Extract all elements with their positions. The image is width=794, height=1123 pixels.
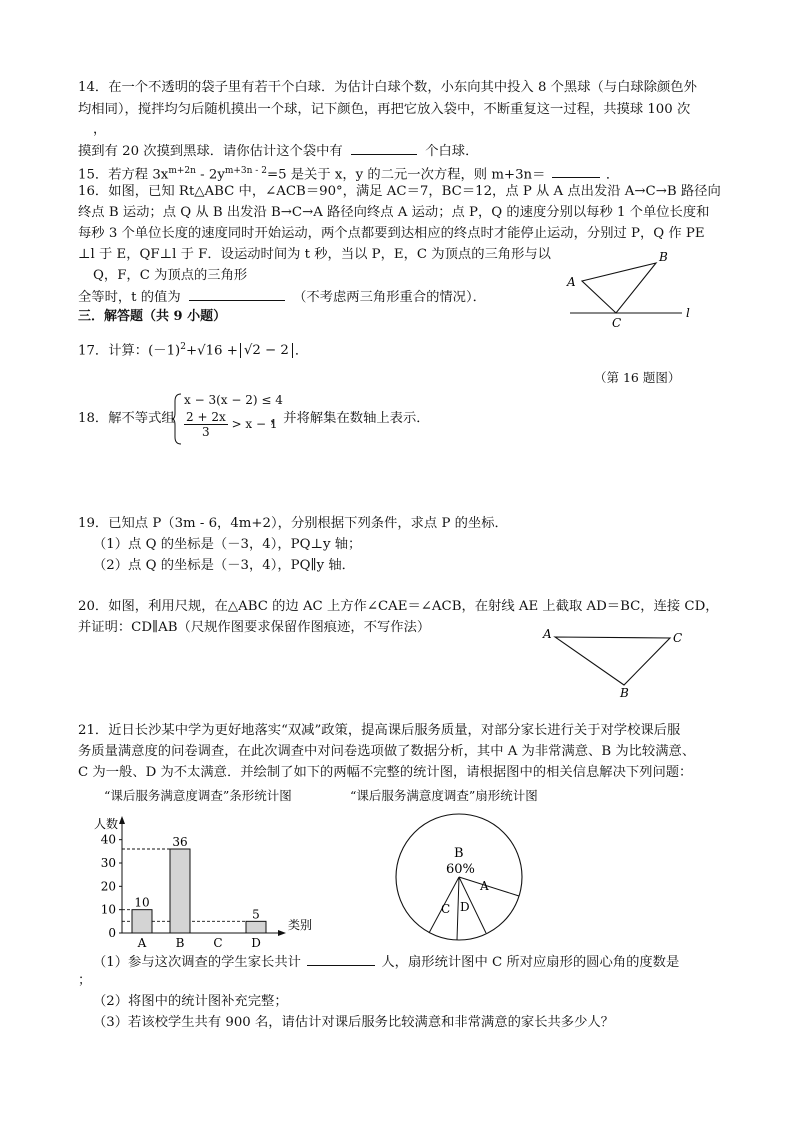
q20-line2: 并证明：CD∥AB（尺规作图要求保留作图痕迹，不写作法） xyxy=(78,620,431,635)
q20-line1: 20．如图，利用尺规，在△ABC 的边 AC 上方作∠CAE＝∠ACB，在射线 AE 上截取 AD＝BC，连接 CD， xyxy=(78,599,719,614)
q21-line3: C 为一般、D 为不太满意．并绘制了如下的两幅不完整的统计图，请根据图中的相关信息解决下列问题： xyxy=(78,765,693,780)
bar-category-B: B xyxy=(175,936,185,950)
q16-text-b: （不考虑两三角形重合的情况）． xyxy=(293,290,486,305)
q21-sub3: （3）若该校学生共有 900 名，请估计对课后服务比较满意和非常满意的家长共多少人？ xyxy=(93,1015,614,1030)
q16-line2: 终点 B 运动；点 Q 从 B 出发沿 B→C→A 路径向终点 A 运动；点 P，Q 的速度分别以每秒 1 个单位长度和 xyxy=(78,205,710,220)
bar-category-C: C xyxy=(213,936,223,950)
q19-line3: （2）点 Q 的坐标是（－3，4），PQ∥y 轴． xyxy=(93,558,355,573)
q18-ineq2-tail: > x − 1 xyxy=(231,417,278,431)
bar-y-tick-label: 30 xyxy=(100,856,116,870)
q20-figure xyxy=(540,625,700,705)
q14-line3: ， xyxy=(93,122,107,137)
bar-value-A: 10 xyxy=(134,895,150,910)
bar-chart xyxy=(80,808,350,948)
bar-y-axis-arrow xyxy=(119,816,125,824)
q16-line3: 每秒 3 个单位长度的速度同时开始运动，两个点都要到达相应的终点时才能停止运动，分别过 P，Q 作 PE xyxy=(78,226,705,241)
bar-D xyxy=(246,921,266,933)
q15-eq-mid: - 2y xyxy=(195,167,225,183)
q17-sup: 2 xyxy=(180,342,186,352)
q17-abs: √2 − 2 xyxy=(240,343,293,358)
bar-x-label: 类别 xyxy=(288,918,313,932)
q14-line1: 14．在一个不透明的袋子里有若干个白球．为估计白球个数，小东向其中投入 8 个黑球（与白球除颜色外 xyxy=(78,80,697,95)
bar-category-D: D xyxy=(251,936,261,950)
q21-sub1-a: （1）参与这次调查的学生家长共计 xyxy=(93,955,301,970)
section-3-heading: 三．解答题（共 9 小题） xyxy=(78,309,227,324)
pie-chart-title: “课后服务满意度调查”扇形统计图 xyxy=(350,788,538,803)
q15-text-c: ． xyxy=(605,167,620,183)
pie-label-d: D xyxy=(460,900,470,914)
q14-line2: 均相同），搅拌均匀后随机摸出一个球，记下颜色，再把它放入袋中，不断重复这一过程，共摸球 100 次 xyxy=(78,102,691,117)
q19-line2: （1）点 Q 的坐标是（－3，4），PQ⊥y 轴； xyxy=(93,537,362,552)
q15-text-a: 15．若方程 xyxy=(78,167,149,183)
pie-label-a: A xyxy=(480,879,489,893)
bar-y-tick-label: 10 xyxy=(100,902,116,917)
q21-sub1-b: 人，扇形统计图中 C 所对应扇形的圆心角的度数是 xyxy=(381,955,680,970)
q18-brace xyxy=(172,393,182,445)
q16-figure xyxy=(560,245,700,335)
q17-text-a: 17．计算： xyxy=(78,343,149,359)
bar-chart-title: “课后服务满意度调查”条形统计图 xyxy=(104,788,292,803)
q17-expr2: +√16 + xyxy=(185,343,238,359)
q16-line4: ⊥l 于 E，QF⊥l 于 F．设运动时间为 t 秒，当以 P，E，C 为顶点的三角形与以 xyxy=(78,247,551,262)
q15-exp1: m+2n xyxy=(168,166,196,176)
q21-sub1 xyxy=(93,951,679,973)
q17-expr1: (－1) xyxy=(148,343,181,359)
bar-y-label: 人数 xyxy=(94,817,119,831)
q16-triangle xyxy=(582,263,656,313)
q18-ineq2 xyxy=(184,410,278,439)
q16-line1: 16．如图，已知 Rt△ABC 中，∠ACB＝90°，满足 AC＝7，BC＝12，点 P 从 A 点出发沿 A→C→B 路径向 xyxy=(78,184,721,199)
q18-frac xyxy=(184,410,228,439)
bar-y-tick-label: 0 xyxy=(108,926,116,940)
pie-radius-1 xyxy=(459,877,519,896)
q16-answer-blank[interactable] xyxy=(189,286,285,301)
q16-label-a: A xyxy=(567,275,576,289)
bar-y-tick-label: 40 xyxy=(100,832,116,847)
q20-label-a: A xyxy=(543,627,552,641)
q15-eq-3x: 3x xyxy=(152,167,169,183)
bar-y-tick-label: 20 xyxy=(100,879,116,894)
q21-total-blank[interactable] xyxy=(307,951,375,966)
q19-line1: 19．已知点 P（3m - 6，4m+2），分别根据下列条件，求点 P 的坐标． xyxy=(78,516,508,531)
q20-label-c: C xyxy=(673,631,683,645)
bar-A xyxy=(132,910,152,933)
q20-triangle xyxy=(555,637,670,685)
q14-text-a: 摸到有 20 次摸到黑球．请你估计这个袋中有 xyxy=(78,144,343,159)
bar-value-B: 36 xyxy=(172,835,188,849)
q18-instruction: ，并将解集在数轴上表示． xyxy=(270,411,430,426)
q18-frac-num: 2 + 2x xyxy=(186,410,226,424)
q15-answer-blank[interactable] xyxy=(552,163,600,178)
q16-figure-caption: （第 16 题图） xyxy=(594,370,681,385)
pie-radius-3 xyxy=(457,877,459,940)
q18-frac-den: 3 xyxy=(202,425,210,439)
q14-text-b: 个白球． xyxy=(425,144,479,159)
q16-label-c: C xyxy=(612,316,622,330)
q21-line1: 21．近日长沙某中学为更好地落实“双减”政策，提高课后服务质量，对部分家长进行关于对学校课后服 xyxy=(78,723,681,738)
q18-label: 18．解不等式组 xyxy=(78,411,175,426)
pie-chart xyxy=(390,812,530,952)
q16-label-b: B xyxy=(659,250,668,264)
pie-label-b-percent: 60% xyxy=(446,862,475,877)
q21-line2: 务质量满意度的问卷调查，在此次调查中对问卷选项做了数据分析，其中 A 为非常满意、B 为比较满意、 xyxy=(78,744,696,759)
q17-end: ． xyxy=(294,343,309,359)
q16-line6 xyxy=(78,286,486,308)
q15-text-b: =5 是关于 x，y 的二元一次方程，则 m+3n＝ xyxy=(266,167,546,183)
q14-answer-blank[interactable] xyxy=(351,140,417,155)
q18-ineq1: x − 3(x − 2) ≤ 4 xyxy=(184,393,283,407)
q21-sub1-end: ； xyxy=(78,973,92,988)
q15-exp2: m+3n - 2 xyxy=(224,166,267,176)
q20-label-b: B xyxy=(620,686,629,700)
q17-line xyxy=(78,337,308,361)
bar-x-axis-arrow xyxy=(278,930,286,936)
q14-line4 xyxy=(78,140,478,162)
q16-line5: Q，F，C 为顶点的三角形 xyxy=(93,268,248,283)
pie-label-b: B xyxy=(454,846,464,861)
q21-sub2: （2）将图中的统计图补充完整； xyxy=(93,994,288,1009)
q16-label-l: l xyxy=(686,306,690,320)
q16-text-a: 全等时，t 的值为 xyxy=(78,290,181,305)
bar-category-A: A xyxy=(137,936,147,950)
bar-B xyxy=(170,849,190,933)
pie-label-c: C xyxy=(441,902,451,916)
bar-value-D: 5 xyxy=(252,907,260,922)
